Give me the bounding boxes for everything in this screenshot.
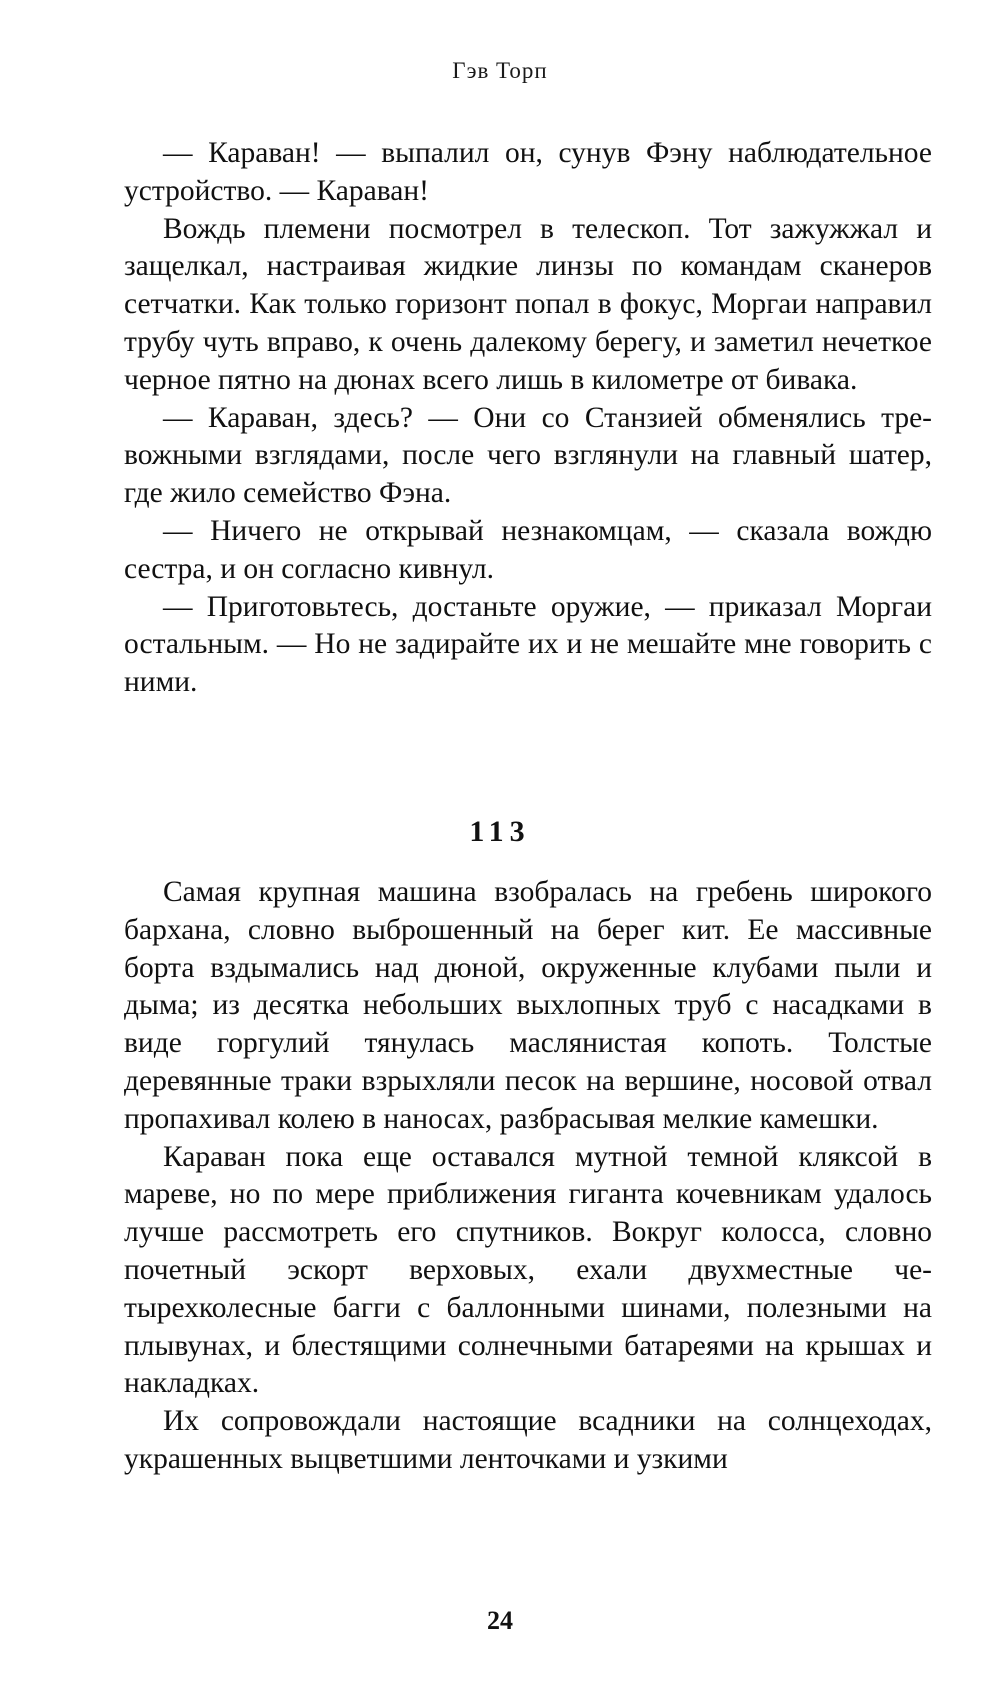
paragraph: — Приготовьтесь, достаньте оружие, — приказал Моргаи остальным. — Но не задирайте их и не мешайте мне говорить с ними. [124, 590, 932, 699]
paragraph: — Караван! — выпалил он, сунув Фэну наблюдательное устройство. — Караван! [124, 137, 932, 207]
running-head: Гэв Торп [452, 58, 548, 83]
text-block-bottom [124, 874, 932, 1479]
paragraph: Их сопровождали настоящие всадники на солнцеходах, украшенных выцветшими ленточками и узкими [124, 1405, 932, 1475]
paragraph: Караван пока еще оставался мутной темной кляксой в мареве, но по мере приближения гиганта кочевникам удалось лучше рассмотреть его спутников. Вокруг колосса, словно почетный эскорт верховых, ехали двухместные четырехколесные багги с баллонными шинами, полезными на плывунах, и блестящими солнечными батареями на крышах и накладках. [124, 1140, 932, 1400]
page-number: 24 [487, 1606, 513, 1635]
text-block-top [124, 135, 932, 702]
paragraph: Самая крупная машина взобралась на гребень широкого бархана, словно выброшенный на берег кит. Ее массивные борта вздымались над дюной, окруженные клубами пыли и дыма; из десятка небольших выхлопных труб с насадками в виде горгулий тянулась маслянистая копоть. Толстые деревянные траки взрыхляли песок на вершине, носовой отвал пропахивал колею в наносах, разбрасывая мелкие камешки. [124, 876, 932, 1135]
paragraph: Вождь племени посмотрел в телескоп. Тот зажужжал и защелкал, настраивая жидкие линзы по командам сканеров сетчатки. Как только горизонт попал в фокус, Моргаи направил трубу чуть вправо, к очень далекому берегу, и заметил нечеткое черное пятно на дюнах всего лишь в километре от бивака. [124, 212, 932, 396]
paragraph: — Караван, здесь? — Они со Станзией обменялись тревожными взглядами, после чего взглянули на главный шатер, где жило семейство Фэна. [124, 401, 932, 510]
chapter-number: 113 [469, 815, 531, 848]
paragraph: — Ничего не открывай незнакомцам, — сказала вождю сестра, и он согласно кивнул. [124, 514, 932, 585]
